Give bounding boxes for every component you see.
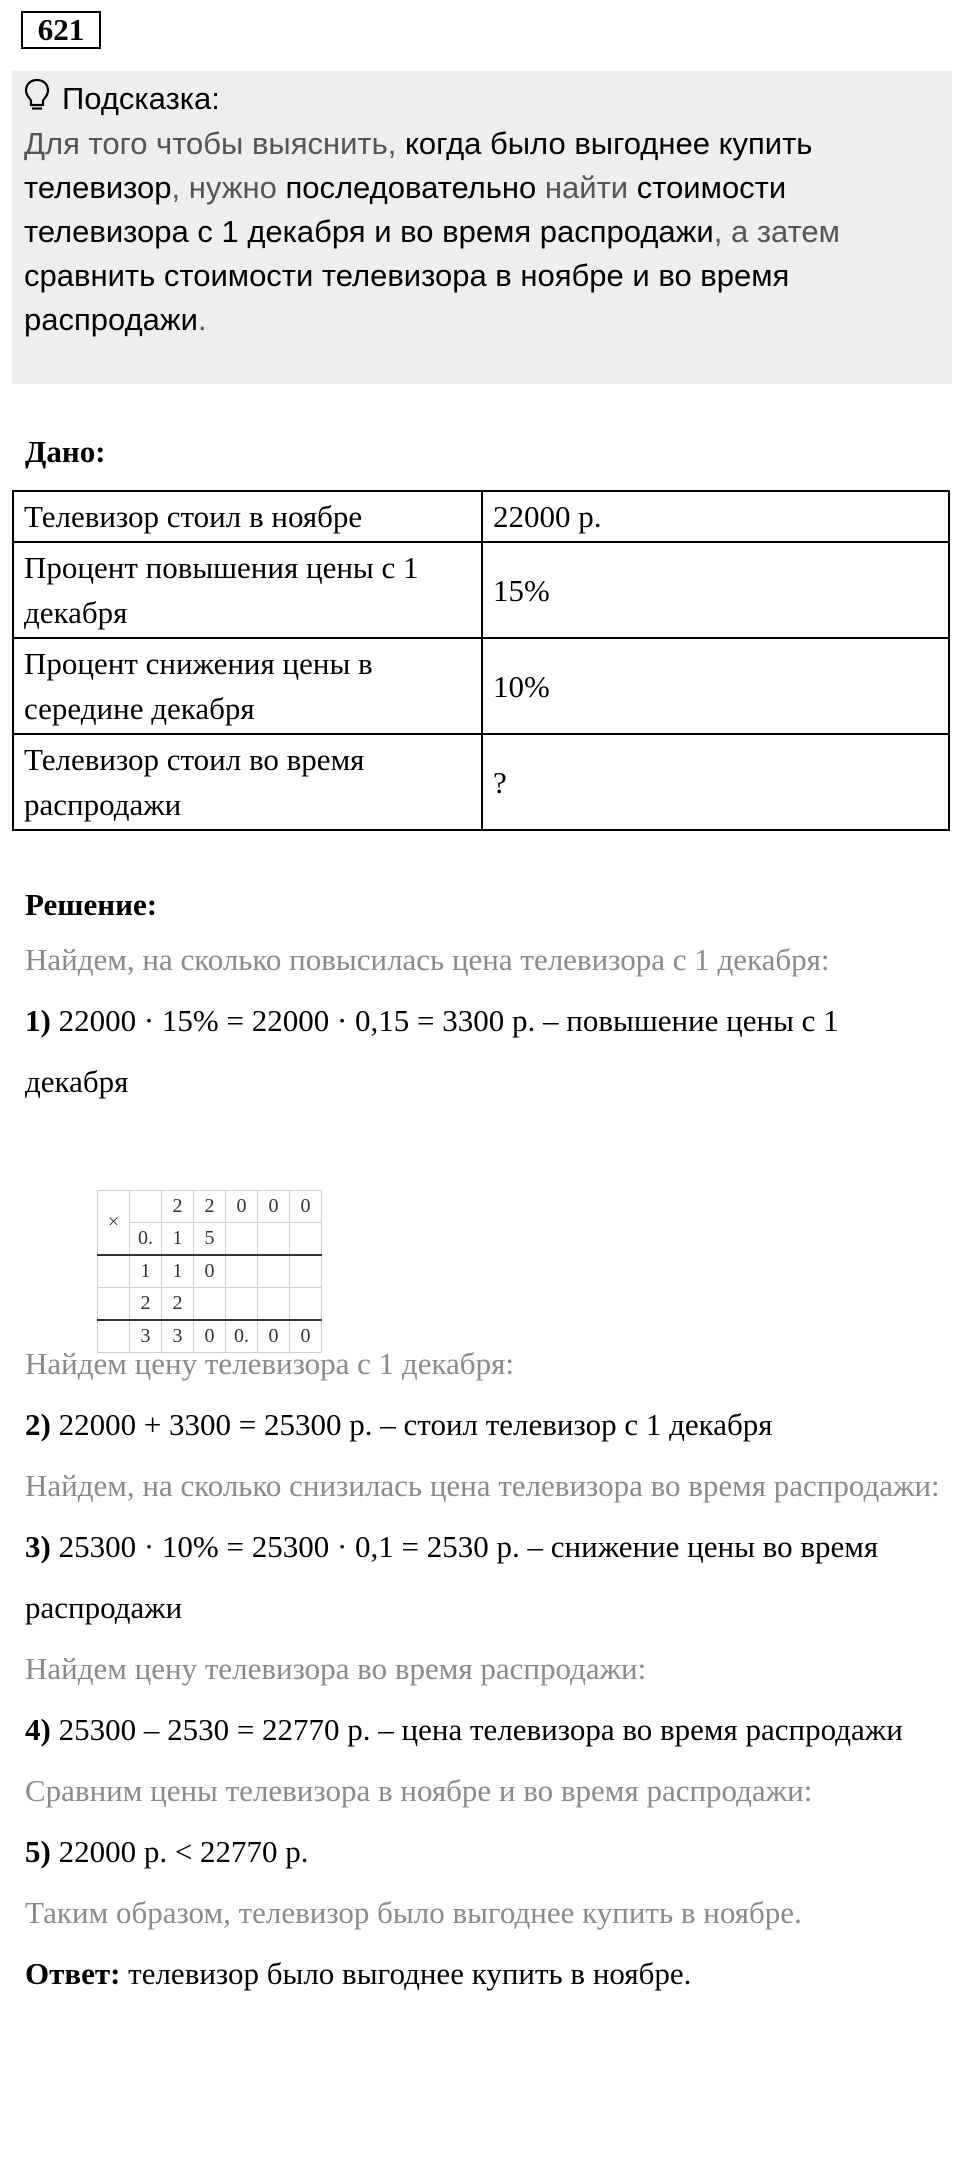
- hint-text: [24, 122, 940, 342]
- step-number: 1): [25, 1003, 51, 1038]
- calc-cell: 0: [226, 1191, 258, 1223]
- calc-row: [98, 1191, 322, 1223]
- calc-cell: 0.: [130, 1223, 162, 1256]
- hint-part: .: [197, 302, 207, 337]
- calc-cell: 0: [290, 1320, 322, 1353]
- step-intro: Найдем цену телевизора во время распродажи:: [25, 1651, 647, 1686]
- hint-part: , нужно: [171, 170, 286, 205]
- conclusion: Таким образом, телевизор было выгоднее купить в ноябре.: [25, 1895, 802, 1930]
- calc-cell: 0.: [226, 1320, 258, 1353]
- step-line: [25, 1699, 945, 1760]
- table-row: [13, 734, 949, 830]
- hint-part-bold: сравнить стоимости телевизора в ноябре и во время распродажи: [24, 258, 790, 337]
- given-table: [12, 490, 950, 831]
- given-label: Телевизор стоил во время распродажи: [13, 734, 482, 830]
- step-intro: Сравним цены телевизора в ноябре и во время распродажи:: [25, 1773, 813, 1808]
- calc-row: [98, 1255, 322, 1288]
- calc-cell: 1: [130, 1255, 162, 1288]
- calc-cell: 2: [162, 1288, 194, 1321]
- hint-header: [24, 77, 940, 121]
- hint-part-bold: стоимости телевизора с 1 декабря и во время распродажи: [24, 170, 787, 249]
- multiply-sign: ×: [98, 1191, 130, 1256]
- hint-part: , а затем: [713, 214, 840, 249]
- step-intro: Найдем, на сколько повысилась цена телевизора с 1 декабря:: [25, 942, 830, 977]
- step-text: 22000 р. < 22770 р.: [50, 1834, 309, 1869]
- answer-line: [25, 1943, 945, 2004]
- calc-cell: 0: [290, 1191, 322, 1223]
- calc-cell: [98, 1255, 130, 1288]
- calc-cell: 2: [130, 1288, 162, 1321]
- calc-row: [98, 1223, 322, 1256]
- step-line: [25, 1394, 945, 1455]
- calc-cell: 0: [258, 1320, 290, 1353]
- calc-cell: 3: [130, 1320, 162, 1353]
- calc-cell: [226, 1255, 258, 1288]
- hint-part: найти: [536, 170, 637, 205]
- step-text: 25300 · 10% = 25300 · 0,1 = 2530 р. – снижение цены во время распродажи: [25, 1529, 879, 1625]
- calc-row: [98, 1320, 322, 1353]
- calc-cell: 3: [162, 1320, 194, 1353]
- calc-cell: 0: [194, 1255, 226, 1288]
- calc-cell: 0: [194, 1320, 226, 1353]
- calc-cell: [258, 1223, 290, 1256]
- given-value: 15%: [482, 542, 949, 638]
- calc-cell: [290, 1288, 322, 1321]
- calc-cell: [226, 1288, 258, 1321]
- table-row: [13, 542, 949, 638]
- answer-text: телевизор было выгоднее купить в ноябре.: [120, 1956, 692, 1991]
- task-number: 621: [21, 11, 101, 49]
- step-intro: Найдем, на сколько снизилась цена телевизора во время распродажи:: [25, 1468, 940, 1503]
- hint-part-bold: когда было выгоднее купить телевизор: [24, 126, 813, 205]
- calc-cell: [226, 1223, 258, 1256]
- calc-cell: 0: [258, 1191, 290, 1223]
- solution-heading: Решение:: [25, 887, 158, 922]
- step-number: 5): [25, 1834, 51, 1869]
- answer-label: Ответ:: [25, 1956, 121, 1991]
- given-value: 22000 р.: [482, 491, 949, 542]
- calc-cell: [98, 1320, 130, 1353]
- calc-cell: [98, 1288, 130, 1321]
- given-label: Процент повышения цены с 1 декабря: [13, 542, 482, 638]
- hint-part: Для того чтобы выяснить,: [24, 126, 405, 161]
- lightbulb-icon: [24, 78, 62, 120]
- step-text: 25300 – 2530 = 22770 р. – цена телевизора во время распродажи: [50, 1712, 903, 1747]
- given-label: Процент снижения цены в середине декабря: [13, 638, 482, 734]
- calc-row: [98, 1288, 322, 1321]
- calc-cell: [290, 1223, 322, 1256]
- table-row: [13, 638, 949, 734]
- step-intro: Найдем цену телевизора с 1 декабря:: [25, 1346, 514, 1381]
- solution: [25, 882, 945, 2004]
- given-label: Телевизор стоил в ноябре: [13, 491, 482, 542]
- calc-cell: 2: [162, 1191, 194, 1223]
- calc-cell: 1: [162, 1255, 194, 1288]
- calc-cell: [258, 1255, 290, 1288]
- calc-cell: 1: [162, 1223, 194, 1256]
- step-number: 4): [25, 1712, 51, 1747]
- given-value: ?: [482, 734, 949, 830]
- step-text: 22000 · 15% = 22000 · 0,15 = 3300 р. – повышение цены с 1 декабря: [25, 1003, 839, 1099]
- given-value: 10%: [482, 638, 949, 734]
- step-number: 2): [25, 1407, 51, 1442]
- table-row: [13, 491, 949, 542]
- calc-cell: 5: [194, 1223, 226, 1256]
- calc-cell: [290, 1255, 322, 1288]
- step-line: [25, 990, 945, 1112]
- hint-part-bold: последовательно: [285, 170, 537, 205]
- calc-cell: [258, 1288, 290, 1321]
- hint-box: [12, 71, 952, 384]
- step-text: 22000 + 3300 = 25300 р. – стоил телевизор с 1 декабря: [50, 1407, 773, 1442]
- step-number: 3): [25, 1529, 51, 1564]
- step-line: [25, 1516, 945, 1638]
- calc-cell: [130, 1191, 162, 1223]
- given-heading: Дано:: [25, 434, 106, 469]
- calc-cell: [194, 1288, 226, 1321]
- hint-title: Подсказка:: [62, 81, 220, 116]
- step-line: [25, 1821, 945, 1882]
- column-multiplication: [97, 1190, 322, 1353]
- calc-cell: 2: [194, 1191, 226, 1223]
